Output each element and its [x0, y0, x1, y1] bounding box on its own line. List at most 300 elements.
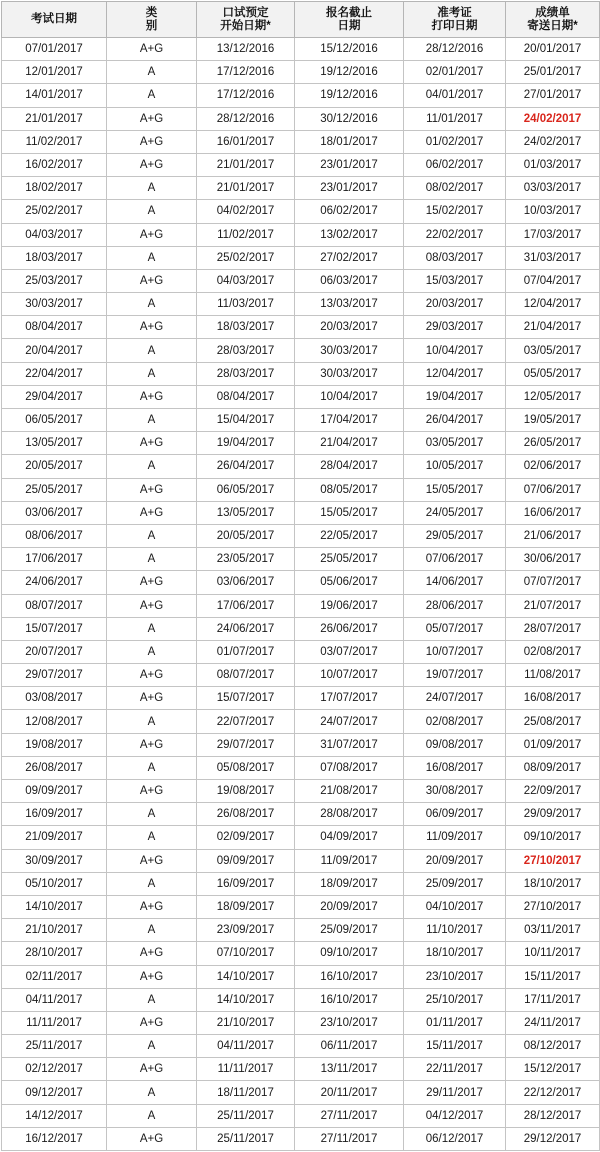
score-report-cell: 01/03/2017 — [506, 153, 600, 176]
admission-print-cell: 04/10/2017 — [404, 895, 506, 918]
category-cell: A — [107, 339, 197, 362]
exam-date-cell: 25/02/2017 — [2, 200, 107, 223]
admission-print-cell: 14/06/2017 — [404, 571, 506, 594]
exam-date-cell: 04/03/2017 — [2, 223, 107, 246]
score-report-cell: 21/07/2017 — [506, 594, 600, 617]
registration-deadline-cell: 06/02/2017 — [295, 200, 404, 223]
admission-print-cell: 23/10/2017 — [404, 965, 506, 988]
registration-deadline-cell: 16/10/2017 — [295, 965, 404, 988]
table-row — [2, 455, 600, 478]
score-report-cell: 27/01/2017 — [506, 84, 600, 107]
exam-date-cell: 15/07/2017 — [2, 617, 107, 640]
exam-date-cell: 29/07/2017 — [2, 664, 107, 687]
speaking-start-cell: 11/11/2017 — [197, 1058, 295, 1081]
score-report-cell: 07/04/2017 — [506, 269, 600, 292]
admission-print-cell: 05/07/2017 — [404, 617, 506, 640]
table-row — [2, 872, 600, 895]
table-row — [2, 223, 600, 246]
registration-deadline-cell: 03/07/2017 — [295, 640, 404, 663]
category-cell: A+G — [107, 38, 197, 61]
category-cell: A — [107, 177, 197, 200]
registration-deadline-cell: 05/06/2017 — [295, 571, 404, 594]
exam-date-cell: 12/08/2017 — [2, 710, 107, 733]
score-report-cell: 12/05/2017 — [506, 385, 600, 408]
score-report-cell: 27/10/2017 — [506, 895, 600, 918]
speaking-start-cell: 18/11/2017 — [197, 1081, 295, 1104]
exam-date-cell: 16/09/2017 — [2, 803, 107, 826]
speaking-start-cell: 21/01/2017 — [197, 177, 295, 200]
registration-deadline-cell: 20/11/2017 — [295, 1081, 404, 1104]
exam-date-cell: 04/11/2017 — [2, 988, 107, 1011]
admission-print-cell: 19/07/2017 — [404, 664, 506, 687]
registration-deadline-cell: 13/02/2017 — [295, 223, 404, 246]
admission-print-cell: 10/05/2017 — [404, 455, 506, 478]
admission-print-cell: 15/02/2017 — [404, 200, 506, 223]
registration-deadline-cell: 27/11/2017 — [295, 1127, 404, 1150]
score-report-cell: 07/06/2017 — [506, 478, 600, 501]
registration-deadline-cell: 13/11/2017 — [295, 1058, 404, 1081]
exam-date-cell: 30/03/2017 — [2, 293, 107, 316]
table-row — [2, 710, 600, 733]
exam-date-cell: 08/06/2017 — [2, 524, 107, 547]
score-report-cell: 19/05/2017 — [506, 409, 600, 432]
registration-deadline-cell: 04/09/2017 — [295, 826, 404, 849]
registration-deadline-cell: 13/03/2017 — [295, 293, 404, 316]
admission-print-cell: 11/01/2017 — [404, 107, 506, 130]
table-row — [2, 849, 600, 872]
score-report-cell: 12/04/2017 — [506, 293, 600, 316]
registration-deadline-cell: 23/01/2017 — [295, 177, 404, 200]
registration-deadline-cell: 10/04/2017 — [295, 385, 404, 408]
admission-print-cell: 20/09/2017 — [404, 849, 506, 872]
registration-deadline-cell: 30/03/2017 — [295, 339, 404, 362]
table-row — [2, 942, 600, 965]
category-cell: A — [107, 61, 197, 84]
table-row — [2, 965, 600, 988]
exam-date-cell: 11/11/2017 — [2, 1011, 107, 1034]
score-report-cell: 22/12/2017 — [506, 1081, 600, 1104]
category-cell: A+G — [107, 269, 197, 292]
score-report-cell: 10/03/2017 — [506, 200, 600, 223]
score-report-cell: 16/08/2017 — [506, 687, 600, 710]
speaking-start-cell: 20/05/2017 — [197, 524, 295, 547]
admission-print-cell: 18/10/2017 — [404, 942, 506, 965]
category-cell: A — [107, 640, 197, 663]
speaking-start-cell: 17/12/2016 — [197, 84, 295, 107]
exam-date-cell: 25/03/2017 — [2, 269, 107, 292]
speaking-start-cell: 17/12/2016 — [197, 61, 295, 84]
speaking-start-cell: 02/09/2017 — [197, 826, 295, 849]
admission-print-cell: 08/03/2017 — [404, 246, 506, 269]
registration-deadline-cell: 23/10/2017 — [295, 1011, 404, 1034]
score-report-cell: 02/06/2017 — [506, 455, 600, 478]
exam-date-cell: 08/04/2017 — [2, 316, 107, 339]
admission-print-cell: 09/08/2017 — [404, 733, 506, 756]
score-report-cell: 22/09/2017 — [506, 780, 600, 803]
header-registration-deadline: 报名截止 日期 — [295, 2, 404, 38]
speaking-start-cell: 15/07/2017 — [197, 687, 295, 710]
speaking-start-cell: 28/03/2017 — [197, 339, 295, 362]
category-cell: A — [107, 84, 197, 107]
category-cell: A — [107, 803, 197, 826]
registration-deadline-cell: 15/05/2017 — [295, 501, 404, 524]
registration-deadline-cell: 20/09/2017 — [295, 895, 404, 918]
table-row — [2, 826, 600, 849]
table-row — [2, 780, 600, 803]
table-row — [2, 339, 600, 362]
score-report-cell: 27/10/2017 — [506, 849, 600, 872]
score-report-cell: 03/05/2017 — [506, 339, 600, 362]
speaking-start-cell: 04/03/2017 — [197, 269, 295, 292]
exam-date-cell: 18/02/2017 — [2, 177, 107, 200]
speaking-start-cell: 19/04/2017 — [197, 432, 295, 455]
admission-print-cell: 15/11/2017 — [404, 1035, 506, 1058]
header-row — [2, 2, 600, 38]
table-header — [2, 2, 600, 38]
category-cell: A+G — [107, 780, 197, 803]
speaking-start-cell: 14/10/2017 — [197, 965, 295, 988]
category-cell: A+G — [107, 664, 197, 687]
registration-deadline-cell: 06/11/2017 — [295, 1035, 404, 1058]
score-report-cell: 17/11/2017 — [506, 988, 600, 1011]
admission-print-cell: 10/07/2017 — [404, 640, 506, 663]
registration-deadline-cell: 17/04/2017 — [295, 409, 404, 432]
admission-print-cell: 04/12/2017 — [404, 1104, 506, 1127]
registration-deadline-cell: 19/12/2016 — [295, 61, 404, 84]
registration-deadline-cell: 21/08/2017 — [295, 780, 404, 803]
category-cell: A — [107, 872, 197, 895]
category-cell: A — [107, 524, 197, 547]
speaking-start-cell: 18/09/2017 — [197, 895, 295, 918]
speaking-start-cell: 01/07/2017 — [197, 640, 295, 663]
admission-print-cell: 03/05/2017 — [404, 432, 506, 455]
registration-deadline-cell: 23/01/2017 — [295, 153, 404, 176]
speaking-start-cell: 25/02/2017 — [197, 246, 295, 269]
speaking-start-cell: 04/02/2017 — [197, 200, 295, 223]
table-row — [2, 1035, 600, 1058]
table-row — [2, 316, 600, 339]
speaking-start-cell: 24/06/2017 — [197, 617, 295, 640]
speaking-start-cell: 16/01/2017 — [197, 130, 295, 153]
admission-print-cell: 25/10/2017 — [404, 988, 506, 1011]
exam-date-cell: 14/01/2017 — [2, 84, 107, 107]
score-report-cell: 21/06/2017 — [506, 524, 600, 547]
category-cell: A+G — [107, 130, 197, 153]
score-report-cell: 07/07/2017 — [506, 571, 600, 594]
registration-deadline-cell: 21/04/2017 — [295, 432, 404, 455]
exam-date-cell: 14/10/2017 — [2, 895, 107, 918]
admission-print-cell: 24/05/2017 — [404, 501, 506, 524]
score-report-cell: 28/07/2017 — [506, 617, 600, 640]
speaking-start-cell: 21/01/2017 — [197, 153, 295, 176]
score-report-cell: 17/03/2017 — [506, 223, 600, 246]
category-cell: A — [107, 548, 197, 571]
exam-date-cell: 21/01/2017 — [2, 107, 107, 130]
registration-deadline-cell: 25/09/2017 — [295, 919, 404, 942]
admission-print-cell: 01/02/2017 — [404, 130, 506, 153]
table-row — [2, 524, 600, 547]
category-cell: A+G — [107, 849, 197, 872]
table-row — [2, 640, 600, 663]
exam-date-cell: 03/06/2017 — [2, 501, 107, 524]
table-row — [2, 293, 600, 316]
table-row — [2, 548, 600, 571]
registration-deadline-cell: 24/07/2017 — [295, 710, 404, 733]
table-row — [2, 895, 600, 918]
registration-deadline-cell: 19/06/2017 — [295, 594, 404, 617]
category-cell: A+G — [107, 594, 197, 617]
exam-date-cell: 09/12/2017 — [2, 1081, 107, 1104]
speaking-start-cell: 08/07/2017 — [197, 664, 295, 687]
exam-date-cell: 02/12/2017 — [2, 1058, 107, 1081]
admission-print-cell: 29/11/2017 — [404, 1081, 506, 1104]
exam-date-cell: 18/03/2017 — [2, 246, 107, 269]
table-row — [2, 38, 600, 61]
speaking-start-cell: 15/04/2017 — [197, 409, 295, 432]
registration-deadline-cell: 06/03/2017 — [295, 269, 404, 292]
table-row — [2, 269, 600, 292]
score-report-cell: 15/12/2017 — [506, 1058, 600, 1081]
category-cell: A — [107, 710, 197, 733]
registration-deadline-cell: 15/12/2016 — [295, 38, 404, 61]
exam-date-cell: 30/09/2017 — [2, 849, 107, 872]
admission-print-cell: 11/09/2017 — [404, 826, 506, 849]
category-cell: A+G — [107, 687, 197, 710]
table-row — [2, 200, 600, 223]
table-row — [2, 1127, 600, 1150]
table-row — [2, 664, 600, 687]
table-row — [2, 84, 600, 107]
table-row — [2, 61, 600, 84]
registration-deadline-cell: 16/10/2017 — [295, 988, 404, 1011]
speaking-start-cell: 13/05/2017 — [197, 501, 295, 524]
exam-date-cell: 03/08/2017 — [2, 687, 107, 710]
exam-date-cell: 12/01/2017 — [2, 61, 107, 84]
speaking-start-cell: 26/08/2017 — [197, 803, 295, 826]
table-row — [2, 1011, 600, 1034]
admission-print-cell: 06/09/2017 — [404, 803, 506, 826]
table-row — [2, 130, 600, 153]
speaking-start-cell: 19/08/2017 — [197, 780, 295, 803]
score-report-cell: 24/02/2017 — [506, 130, 600, 153]
score-report-cell: 29/12/2017 — [506, 1127, 600, 1150]
header-admission-print-date: 准考证 打印日期 — [404, 2, 506, 38]
category-cell: A — [107, 246, 197, 269]
registration-deadline-cell: 28/08/2017 — [295, 803, 404, 826]
score-report-cell: 25/01/2017 — [506, 61, 600, 84]
admission-print-cell: 25/09/2017 — [404, 872, 506, 895]
admission-print-cell: 22/11/2017 — [404, 1058, 506, 1081]
admission-print-cell: 08/02/2017 — [404, 177, 506, 200]
exam-date-cell: 26/08/2017 — [2, 756, 107, 779]
speaking-start-cell: 29/07/2017 — [197, 733, 295, 756]
table-body — [2, 38, 600, 1151]
category-cell: A — [107, 409, 197, 432]
category-cell: A+G — [107, 1058, 197, 1081]
speaking-start-cell: 04/11/2017 — [197, 1035, 295, 1058]
exam-date-cell: 13/05/2017 — [2, 432, 107, 455]
speaking-start-cell: 05/08/2017 — [197, 756, 295, 779]
category-cell: A — [107, 756, 197, 779]
registration-deadline-cell: 26/06/2017 — [295, 617, 404, 640]
exam-date-cell: 25/05/2017 — [2, 478, 107, 501]
registration-deadline-cell: 18/01/2017 — [295, 130, 404, 153]
score-report-cell: 31/03/2017 — [506, 246, 600, 269]
speaking-start-cell: 11/03/2017 — [197, 293, 295, 316]
admission-print-cell: 28/06/2017 — [404, 594, 506, 617]
table-row — [2, 177, 600, 200]
score-report-cell: 18/10/2017 — [506, 872, 600, 895]
exam-date-cell: 22/04/2017 — [2, 362, 107, 385]
table-row — [2, 571, 600, 594]
speaking-start-cell: 26/04/2017 — [197, 455, 295, 478]
score-report-cell: 05/05/2017 — [506, 362, 600, 385]
exam-date-cell: 16/02/2017 — [2, 153, 107, 176]
admission-print-cell: 15/03/2017 — [404, 269, 506, 292]
admission-print-cell: 15/05/2017 — [404, 478, 506, 501]
speaking-start-cell: 07/10/2017 — [197, 942, 295, 965]
speaking-start-cell: 25/11/2017 — [197, 1127, 295, 1150]
table-row — [2, 803, 600, 826]
exam-date-cell: 02/11/2017 — [2, 965, 107, 988]
score-report-cell: 29/09/2017 — [506, 803, 600, 826]
score-report-cell: 03/11/2017 — [506, 919, 600, 942]
category-cell: A+G — [107, 733, 197, 756]
exam-date-cell: 19/08/2017 — [2, 733, 107, 756]
speaking-start-cell: 03/06/2017 — [197, 571, 295, 594]
category-cell: A — [107, 826, 197, 849]
category-cell: A+G — [107, 223, 197, 246]
score-report-cell: 16/06/2017 — [506, 501, 600, 524]
exam-date-cell: 21/09/2017 — [2, 826, 107, 849]
header-score-report-date: 成绩单 寄送日期* — [506, 2, 600, 38]
speaking-start-cell: 22/07/2017 — [197, 710, 295, 733]
table-row — [2, 594, 600, 617]
admission-print-cell: 01/11/2017 — [404, 1011, 506, 1034]
category-cell: A+G — [107, 895, 197, 918]
exam-date-cell: 06/05/2017 — [2, 409, 107, 432]
table-row — [2, 362, 600, 385]
admission-print-cell: 30/08/2017 — [404, 780, 506, 803]
category-cell: A+G — [107, 385, 197, 408]
speaking-start-cell: 08/04/2017 — [197, 385, 295, 408]
exam-date-cell: 25/11/2017 — [2, 1035, 107, 1058]
score-report-cell: 01/09/2017 — [506, 733, 600, 756]
category-cell: A+G — [107, 107, 197, 130]
category-cell: A — [107, 293, 197, 316]
header-speaking-start-date: 口试预定 开始日期* — [197, 2, 295, 38]
table-row — [2, 687, 600, 710]
registration-deadline-cell: 22/05/2017 — [295, 524, 404, 547]
category-cell: A+G — [107, 571, 197, 594]
header-exam-date: 考试日期 — [2, 2, 107, 38]
admission-print-cell: 29/05/2017 — [404, 524, 506, 547]
speaking-start-cell: 25/11/2017 — [197, 1104, 295, 1127]
exam-date-cell: 20/04/2017 — [2, 339, 107, 362]
table-row — [2, 385, 600, 408]
speaking-start-cell: 21/10/2017 — [197, 1011, 295, 1034]
score-report-cell: 26/05/2017 — [506, 432, 600, 455]
admission-print-cell: 12/04/2017 — [404, 362, 506, 385]
admission-print-cell: 02/08/2017 — [404, 710, 506, 733]
speaking-start-cell: 28/12/2016 — [197, 107, 295, 130]
score-report-cell: 30/06/2017 — [506, 548, 600, 571]
category-cell: A — [107, 362, 197, 385]
score-report-cell: 15/11/2017 — [506, 965, 600, 988]
exam-schedule-table — [1, 1, 600, 1151]
admission-print-cell: 20/03/2017 — [404, 293, 506, 316]
table-row — [2, 501, 600, 524]
registration-deadline-cell: 11/09/2017 — [295, 849, 404, 872]
category-cell: A+G — [107, 153, 197, 176]
admission-print-cell: 28/12/2016 — [404, 38, 506, 61]
score-report-cell: 10/11/2017 — [506, 942, 600, 965]
admission-print-cell: 24/07/2017 — [404, 687, 506, 710]
admission-print-cell: 06/12/2017 — [404, 1127, 506, 1150]
category-cell: A — [107, 200, 197, 223]
registration-deadline-cell: 17/07/2017 — [295, 687, 404, 710]
table-row — [2, 617, 600, 640]
score-report-cell: 28/12/2017 — [506, 1104, 600, 1127]
speaking-start-cell: 18/03/2017 — [197, 316, 295, 339]
registration-deadline-cell: 10/07/2017 — [295, 664, 404, 687]
exam-date-cell: 17/06/2017 — [2, 548, 107, 571]
registration-deadline-cell: 27/02/2017 — [295, 246, 404, 269]
admission-print-cell: 10/04/2017 — [404, 339, 506, 362]
category-cell: A — [107, 617, 197, 640]
speaking-start-cell: 14/10/2017 — [197, 988, 295, 1011]
score-report-cell: 03/03/2017 — [506, 177, 600, 200]
category-cell: A+G — [107, 965, 197, 988]
category-cell: A — [107, 1104, 197, 1127]
admission-print-cell: 04/01/2017 — [404, 84, 506, 107]
score-report-cell: 21/04/2017 — [506, 316, 600, 339]
registration-deadline-cell: 28/04/2017 — [295, 455, 404, 478]
table-row — [2, 919, 600, 942]
admission-print-cell: 19/04/2017 — [404, 385, 506, 408]
header-category: 类 别 — [107, 2, 197, 38]
registration-deadline-cell: 09/10/2017 — [295, 942, 404, 965]
exam-date-cell: 08/07/2017 — [2, 594, 107, 617]
admission-print-cell: 02/01/2017 — [404, 61, 506, 84]
score-report-cell: 24/02/2017 — [506, 107, 600, 130]
table-row — [2, 153, 600, 176]
registration-deadline-cell: 20/03/2017 — [295, 316, 404, 339]
category-cell: A+G — [107, 478, 197, 501]
registration-deadline-cell: 08/05/2017 — [295, 478, 404, 501]
admission-print-cell: 06/02/2017 — [404, 153, 506, 176]
score-report-cell: 08/12/2017 — [506, 1035, 600, 1058]
registration-deadline-cell: 30/03/2017 — [295, 362, 404, 385]
speaking-start-cell: 28/03/2017 — [197, 362, 295, 385]
speaking-start-cell: 06/05/2017 — [197, 478, 295, 501]
category-cell: A+G — [107, 316, 197, 339]
admission-print-cell: 16/08/2017 — [404, 756, 506, 779]
category-cell: A+G — [107, 501, 197, 524]
admission-print-cell: 11/10/2017 — [404, 919, 506, 942]
speaking-start-cell: 13/12/2016 — [197, 38, 295, 61]
speaking-start-cell: 17/06/2017 — [197, 594, 295, 617]
registration-deadline-cell: 27/11/2017 — [295, 1104, 404, 1127]
category-cell: A+G — [107, 1127, 197, 1150]
score-report-cell: 02/08/2017 — [506, 640, 600, 663]
table-row — [2, 733, 600, 756]
table-row — [2, 1058, 600, 1081]
score-report-cell: 25/08/2017 — [506, 710, 600, 733]
speaking-start-cell: 16/09/2017 — [197, 872, 295, 895]
exam-date-cell: 24/06/2017 — [2, 571, 107, 594]
category-cell: A — [107, 988, 197, 1011]
